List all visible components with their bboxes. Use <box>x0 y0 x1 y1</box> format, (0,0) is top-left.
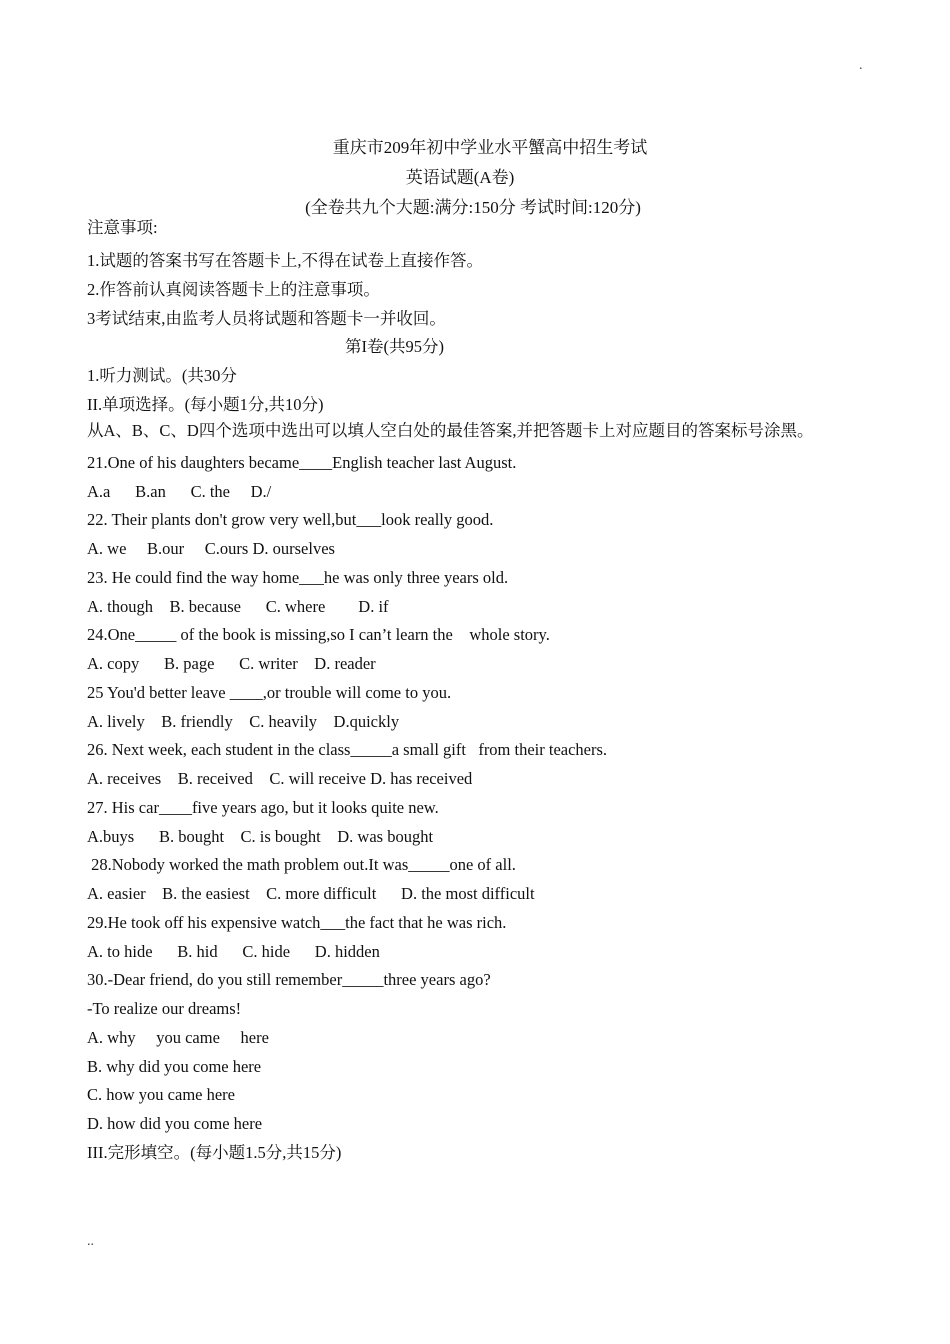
question-stem: 21.One of his daughters became____English teacher last August. <box>87 453 517 472</box>
question-options: A. copy B. page C. writer D. reader <box>87 654 376 673</box>
question-stem: 24.One_____ of the book is missing,so I can’t learn the whole story. <box>87 625 550 644</box>
question-stem: 27. His car____five years ago, but it looks quite new. <box>87 798 439 817</box>
question-stem: 23. He could find the way home___he was only three years old. <box>87 568 509 587</box>
question-option: C. how you came here <box>87 1085 235 1104</box>
question-stem: 28.Nobody worked the math problem out.It was_____one of all. <box>87 855 516 874</box>
volume-heading: 第I卷(共95分) <box>345 337 444 356</box>
question-stem: 26. Next week, each student in the class_____a small gift from their teachers. <box>87 740 608 759</box>
question-stem: 29.He took off his expensive watch___the fact that he was rich. <box>87 913 507 932</box>
section-cloze: III.完形填空。(每小题1.5分,共15分) <box>87 1143 342 1162</box>
note-item: 2.作答前认真阅读答题卡上的注意事项。 <box>87 280 380 299</box>
question-options: A. though B. because C. where D. if <box>87 597 389 616</box>
page-mark-bottom: .. <box>87 1234 94 1249</box>
question-stem: 22. Their plants don't grow very well,but___look really good. <box>87 510 494 529</box>
question-stem: 30.-Dear friend, do you still remember_____three years ago? <box>87 970 491 989</box>
question-options: A.buys B. bought C. is bought D. was bought <box>87 827 434 846</box>
section-instruction: 从A、B、C、D四个选项中选出可以填人空白处的最佳答案,并把答题卡上对应题目的答案标号涂黑。 <box>87 421 814 440</box>
section-single-choice: II.单项选择。(每小题1分,共10分) <box>87 395 324 414</box>
question-options: A. receives B. received C. will receive D. has received <box>87 769 473 788</box>
question-reply: -To realize our dreams! <box>87 999 242 1018</box>
notes-heading: 注意事项: <box>87 218 158 237</box>
question-options: A.a B.an C. the D./ <box>87 482 272 501</box>
question-option: A. why you came here <box>87 1028 269 1047</box>
question-options: A. easier B. the easiest C. more difficult D. the most difficult <box>87 884 535 903</box>
section-listening: 1.听力测试。(共30分 <box>87 366 237 385</box>
note-item: 3考试结束,由监考人员将试题和答题卡一并收回。 <box>87 309 446 328</box>
question-options: A. to hide B. hid C. hide D. hidden <box>87 942 380 961</box>
question-option: D. how did you come here <box>87 1114 263 1133</box>
question-stem: 25 You'd better leave ____,or trouble will come to you. <box>87 683 452 702</box>
exam-info: (全卷共九个大题:满分:150分 考试时间:120分) <box>305 198 641 217</box>
question-options: A. lively B. friendly C. heavily D.quickly <box>87 712 400 731</box>
exam-title: 重庆市209年初中学业水平蟹高中招生考试 <box>332 138 648 157</box>
note-item: 1.试题的答案书写在答题卡上,不得在试卷上直接作答。 <box>87 251 483 270</box>
page-mark-top: . <box>859 58 863 73</box>
exam-subtitle: 英语试题(A卷) <box>405 168 515 187</box>
question-options: A. we B.our C.ours D. ourselves <box>87 539 335 558</box>
question-option: B. why did you come here <box>87 1057 262 1076</box>
